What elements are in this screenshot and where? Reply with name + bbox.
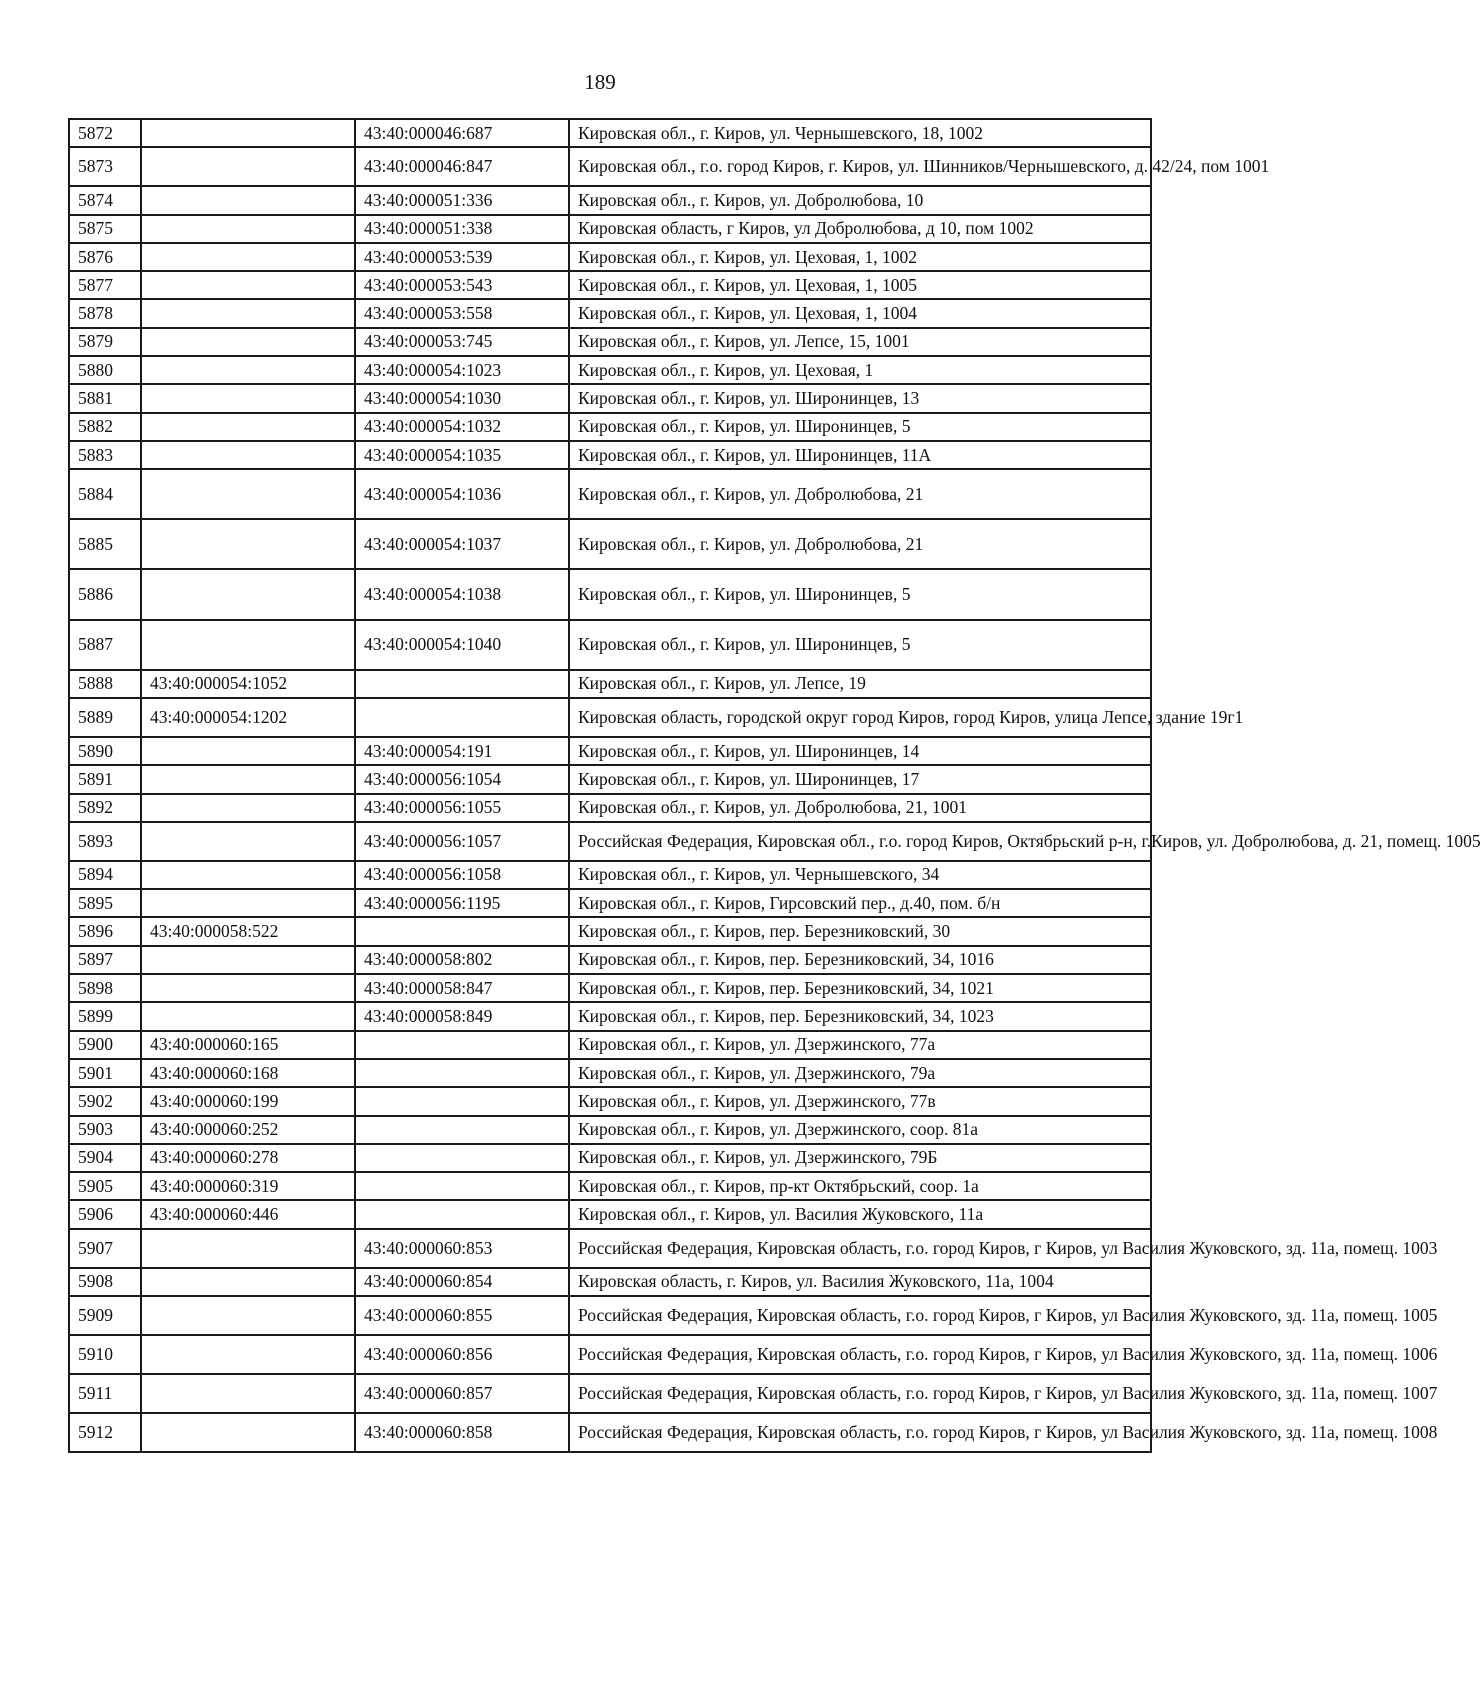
row-number-cell: 5908 — [69, 1268, 141, 1296]
address-cell: Российская Федерация, Кировская обл., г.о. город Киров, Октябрьский р-н, г.Киров, ул. Добролюбова, д. 21, помещ. 1005 — [569, 822, 1151, 861]
address-cell: Кировская обл., г. Киров, ул. Широнинцев, 5 — [569, 620, 1151, 670]
object-cadastral-number-cell — [355, 1087, 569, 1115]
land-cadastral-number-cell — [141, 186, 355, 214]
row-number-cell: 5891 — [69, 765, 141, 793]
object-cadastral-number-cell: 43:40:000053:543 — [355, 271, 569, 299]
address-cell: Кировская обл., г. Киров, ул. Дзержинского, 79Б — [569, 1144, 1151, 1172]
object-cadastral-number-cell — [355, 1059, 569, 1087]
address-cell: Кировская обл., г. Киров, ул. Чернышевского, 34 — [569, 861, 1151, 889]
land-cadastral-number-cell — [141, 243, 355, 271]
table-row — [69, 1413, 1151, 1452]
table-row — [69, 186, 1151, 214]
address-cell: Кировская обл., г. Киров, ул. Широнинцев, 17 — [569, 765, 1151, 793]
object-cadastral-number-cell: 43:40:000046:687 — [355, 119, 569, 147]
address-cell: Кировская обл., г. Киров, пер. Березниковский, 30 — [569, 917, 1151, 945]
address-cell: Кировская обл., г. Киров, ул. Дзержинского, 77в — [569, 1087, 1151, 1115]
object-cadastral-number-cell: 43:40:000060:856 — [355, 1335, 569, 1374]
address-cell: Российская Федерация, Кировская область, г.о. город Киров, г Киров, ул Василия Жуковского, зд. 11а, помещ. 1006 — [569, 1335, 1151, 1374]
land-cadastral-number-cell — [141, 413, 355, 441]
table-row — [69, 1116, 1151, 1144]
object-cadastral-number-cell: 43:40:000060:857 — [355, 1374, 569, 1413]
address-cell: Кировская обл., г. Киров, ул. Чернышевского, 18, 1002 — [569, 119, 1151, 147]
table-row — [69, 946, 1151, 974]
row-number-cell: 5877 — [69, 271, 141, 299]
row-number-cell: 5892 — [69, 794, 141, 822]
table-row — [69, 569, 1151, 619]
object-cadastral-number-cell — [355, 1200, 569, 1228]
row-number-cell: 5883 — [69, 441, 141, 469]
object-cadastral-number-cell: 43:40:000053:745 — [355, 328, 569, 356]
address-cell: Кировская обл., г. Киров, ул. Цеховая, 1, 1004 — [569, 299, 1151, 327]
land-cadastral-number-cell — [141, 1413, 355, 1452]
row-number-cell: 5911 — [69, 1374, 141, 1413]
object-cadastral-number-cell: 43:40:000054:1023 — [355, 356, 569, 384]
table-row — [69, 1002, 1151, 1030]
object-cadastral-number-cell: 43:40:000054:1037 — [355, 519, 569, 569]
land-cadastral-number-cell — [141, 737, 355, 765]
land-cadastral-number-cell — [141, 765, 355, 793]
land-cadastral-number-cell: 43:40:000058:522 — [141, 917, 355, 945]
land-cadastral-number-cell — [141, 271, 355, 299]
row-number-cell: 5901 — [69, 1059, 141, 1087]
table-row — [69, 299, 1151, 327]
object-cadastral-number-cell: 43:40:000054:1035 — [355, 441, 569, 469]
table-row — [69, 1229, 1151, 1268]
address-cell: Кировская обл., г. Киров, Гирсовский пер., д.40, пом. б/н — [569, 889, 1151, 917]
object-cadastral-number-cell: 43:40:000056:1058 — [355, 861, 569, 889]
table-row — [69, 917, 1151, 945]
object-cadastral-number-cell: 43:40:000056:1057 — [355, 822, 569, 861]
land-cadastral-number-cell: 43:40:000060:199 — [141, 1087, 355, 1115]
table-row — [69, 271, 1151, 299]
object-cadastral-number-cell: 43:40:000053:558 — [355, 299, 569, 327]
land-cadastral-number-cell — [141, 822, 355, 861]
address-cell: Кировская обл., г. Киров, ул. Дзержинского, 79а — [569, 1059, 1151, 1087]
row-number-cell: 5879 — [69, 328, 141, 356]
table-row — [69, 1296, 1151, 1335]
land-cadastral-number-cell: 43:40:000054:1052 — [141, 670, 355, 698]
address-cell: Кировская область, г Киров, ул Добролюбова, д 10, пом 1002 — [569, 215, 1151, 243]
table-row — [69, 974, 1151, 1002]
row-number-cell: 5890 — [69, 737, 141, 765]
land-cadastral-number-cell: 43:40:000060:252 — [141, 1116, 355, 1144]
row-number-cell: 5878 — [69, 299, 141, 327]
land-cadastral-number-cell — [141, 1335, 355, 1374]
table-row — [69, 1374, 1151, 1413]
address-cell: Кировская обл., г. Киров, ул. Широнинцев, 5 — [569, 413, 1151, 441]
address-cell: Кировская обл., г. Киров, ул. Дзержинского, соор. 81а — [569, 1116, 1151, 1144]
land-cadastral-number-cell — [141, 1296, 355, 1335]
row-number-cell: 5905 — [69, 1172, 141, 1200]
address-cell: Кировская обл., г. Киров, ул. Лепсе, 15, 1001 — [569, 328, 1151, 356]
address-cell: Кировская обл., г. Киров, ул. Широнинцев, 13 — [569, 384, 1151, 412]
address-cell: Кировская обл., г. Киров, ул. Цеховая, 1 — [569, 356, 1151, 384]
land-cadastral-number-cell — [141, 620, 355, 670]
land-cadastral-number-cell — [141, 1229, 355, 1268]
table-row — [69, 698, 1151, 737]
object-cadastral-number-cell: 43:40:000058:847 — [355, 974, 569, 1002]
row-number-cell: 5874 — [69, 186, 141, 214]
table-row — [69, 384, 1151, 412]
object-cadastral-number-cell — [355, 1116, 569, 1144]
address-cell: Кировская обл., г. Киров, пер. Березниковский, 34, 1023 — [569, 1002, 1151, 1030]
table-row — [69, 519, 1151, 569]
object-cadastral-number-cell: 43:40:000060:854 — [355, 1268, 569, 1296]
land-cadastral-number-cell — [141, 299, 355, 327]
row-number-cell: 5903 — [69, 1116, 141, 1144]
row-number-cell: 5899 — [69, 1002, 141, 1030]
register-table-body — [69, 119, 1481, 1452]
table-row — [69, 328, 1151, 356]
table-row — [69, 119, 1151, 147]
land-cadastral-number-cell — [141, 215, 355, 243]
table-row — [69, 822, 1151, 861]
land-cadastral-number-cell — [141, 119, 355, 147]
object-cadastral-number-cell: 43:40:000060:858 — [355, 1413, 569, 1452]
object-cadastral-number-cell — [355, 917, 569, 945]
row-number-cell: 5886 — [69, 569, 141, 619]
land-cadastral-number-cell — [141, 1374, 355, 1413]
land-cadastral-number-cell — [141, 794, 355, 822]
address-cell: Кировская обл., г. Киров, ул. Цеховая, 1, 1002 — [569, 243, 1151, 271]
row-number-cell: 5912 — [69, 1413, 141, 1452]
table-row — [69, 670, 1151, 698]
address-cell: Кировская обл., г. Киров, ул. Василия Жуковского, 11а — [569, 1200, 1151, 1228]
address-cell: Кировская обл., г. Киров, ул. Цеховая, 1, 1005 — [569, 271, 1151, 299]
object-cadastral-number-cell: 43:40:000054:1036 — [355, 469, 569, 519]
table-row — [69, 147, 1151, 186]
table-row — [69, 1059, 1151, 1087]
table-row — [69, 356, 1151, 384]
object-cadastral-number-cell: 43:40:000054:1030 — [355, 384, 569, 412]
land-cadastral-number-cell: 43:40:000060:278 — [141, 1144, 355, 1172]
table-row — [69, 1144, 1151, 1172]
object-cadastral-number-cell: 43:40:000051:336 — [355, 186, 569, 214]
row-number-cell: 5906 — [69, 1200, 141, 1228]
object-cadastral-number-cell: 43:40:000056:1055 — [355, 794, 569, 822]
address-cell: Кировская обл., г. Киров, ул. Дзержинского, 77а — [569, 1031, 1151, 1059]
object-cadastral-number-cell: 43:40:000056:1195 — [355, 889, 569, 917]
land-cadastral-number-cell — [141, 519, 355, 569]
land-cadastral-number-cell — [141, 889, 355, 917]
land-cadastral-number-cell — [141, 469, 355, 519]
row-number-cell: 5889 — [69, 698, 141, 737]
land-cadastral-number-cell — [141, 328, 355, 356]
land-cadastral-number-cell — [141, 569, 355, 619]
address-cell: Кировская обл., г. Киров, ул. Широнинцев, 14 — [569, 737, 1151, 765]
table-row — [69, 243, 1151, 271]
land-cadastral-number-cell: 43:40:000060:446 — [141, 1200, 355, 1228]
object-cadastral-number-cell: 43:40:000056:1054 — [355, 765, 569, 793]
object-cadastral-number-cell: 43:40:000051:338 — [355, 215, 569, 243]
land-cadastral-number-cell: 43:40:000060:168 — [141, 1059, 355, 1087]
row-number-cell: 5884 — [69, 469, 141, 519]
row-number-cell: 5900 — [69, 1031, 141, 1059]
row-number-cell: 5897 — [69, 946, 141, 974]
address-cell: Кировская обл., г. Киров, ул. Добролюбова, 21 — [569, 519, 1151, 569]
row-number-cell: 5894 — [69, 861, 141, 889]
object-cadastral-number-cell — [355, 1172, 569, 1200]
object-cadastral-number-cell: 43:40:000060:855 — [355, 1296, 569, 1335]
row-number-cell: 5902 — [69, 1087, 141, 1115]
table-row — [69, 1335, 1151, 1374]
object-cadastral-number-cell — [355, 1031, 569, 1059]
address-cell: Кировская обл., г. Киров, ул. Добролюбова, 10 — [569, 186, 1151, 214]
table-row — [69, 889, 1151, 917]
row-number-cell: 5887 — [69, 620, 141, 670]
object-cadastral-number-cell: 43:40:000060:853 — [355, 1229, 569, 1268]
land-cadastral-number-cell — [141, 441, 355, 469]
row-number-cell: 5872 — [69, 119, 141, 147]
row-number-cell: 5896 — [69, 917, 141, 945]
object-cadastral-number-cell: 43:40:000054:1038 — [355, 569, 569, 619]
table-row — [69, 1268, 1151, 1296]
table-row — [69, 737, 1151, 765]
table-row — [69, 620, 1151, 670]
land-cadastral-number-cell — [141, 147, 355, 186]
address-cell: Кировская обл., г. Киров, ул. Добролюбова, 21 — [569, 469, 1151, 519]
address-cell: Кировская обл., г. Киров, ул. Добролюбова, 21, 1001 — [569, 794, 1151, 822]
row-number-cell: 5873 — [69, 147, 141, 186]
table-row — [69, 413, 1151, 441]
object-cadastral-number-cell: 43:40:000054:1032 — [355, 413, 569, 441]
address-cell: Российская Федерация, Кировская область, г.о. город Киров, г Киров, ул Василия Жуковского, зд. 11а, помещ. 1008 — [569, 1413, 1151, 1452]
row-number-cell: 5910 — [69, 1335, 141, 1374]
object-cadastral-number-cell: 43:40:000046:847 — [355, 147, 569, 186]
land-cadastral-number-cell — [141, 946, 355, 974]
row-number-cell: 5895 — [69, 889, 141, 917]
row-number-cell: 5881 — [69, 384, 141, 412]
row-number-cell: 5882 — [69, 413, 141, 441]
table-row — [69, 469, 1151, 519]
land-cadastral-number-cell — [141, 356, 355, 384]
page-number: 189 — [584, 70, 616, 94]
row-number-cell: 5875 — [69, 215, 141, 243]
address-cell: Российская Федерация, Кировская область, г.о. город Киров, г Киров, ул Василия Жуковского, зд. 11а, помещ. 1007 — [569, 1374, 1151, 1413]
table-row — [69, 441, 1151, 469]
address-cell: Кировская область, городской округ город Киров, город Киров, улица Лепсе, здание 19г1 — [569, 698, 1151, 737]
table-row — [69, 1087, 1151, 1115]
table-row — [69, 1172, 1151, 1200]
row-number-cell: 5898 — [69, 974, 141, 1002]
land-cadastral-number-cell — [141, 974, 355, 1002]
table-row — [69, 1031, 1151, 1059]
object-cadastral-number-cell: 43:40:000058:802 — [355, 946, 569, 974]
row-number-cell: 5888 — [69, 670, 141, 698]
object-cadastral-number-cell: 43:40:000053:539 — [355, 243, 569, 271]
address-cell: Кировская обл., г. Киров, пр-кт Октябрьский, соор. 1а — [569, 1172, 1151, 1200]
object-cadastral-number-cell — [355, 698, 569, 737]
table-row — [69, 1200, 1151, 1228]
land-cadastral-number-cell — [141, 1268, 355, 1296]
row-number-cell: 5909 — [69, 1296, 141, 1335]
row-number-cell: 5907 — [69, 1229, 141, 1268]
address-cell: Кировская обл., г. Киров, ул. Лепсе, 19 — [569, 670, 1151, 698]
object-cadastral-number-cell: 43:40:000058:849 — [355, 1002, 569, 1030]
land-cadastral-number-cell: 43:40:000054:1202 — [141, 698, 355, 737]
address-cell: Кировская область, г. Киров, ул. Василия Жуковского, 11а, 1004 — [569, 1268, 1151, 1296]
address-cell: Кировская обл., г.о. город Киров, г. Киров, ул. Шинников/Чернышевского, д. 42/24, пом 1001 — [569, 147, 1151, 186]
land-cadastral-number-cell — [141, 1002, 355, 1030]
land-cadastral-number-cell — [141, 384, 355, 412]
table-row — [69, 215, 1151, 243]
table-row — [69, 861, 1151, 889]
table-row — [69, 794, 1151, 822]
land-cadastral-number-cell: 43:40:000060:165 — [141, 1031, 355, 1059]
object-cadastral-number-cell — [355, 1144, 569, 1172]
address-cell: Российская Федерация, Кировская область, г.о. город Киров, г Киров, ул Василия Жуковского, зд. 11а, помещ. 1005 — [569, 1296, 1151, 1335]
row-number-cell: 5876 — [69, 243, 141, 271]
row-number-cell: 5904 — [69, 1144, 141, 1172]
address-cell: Кировская обл., г. Киров, пер. Березниковский, 34, 1021 — [569, 974, 1151, 1002]
row-number-cell: 5893 — [69, 822, 141, 861]
address-cell: Кировская обл., г. Киров, пер. Березниковский, 34, 1016 — [569, 946, 1151, 974]
object-cadastral-number-cell — [355, 670, 569, 698]
register-table — [68, 118, 1481, 1453]
row-number-cell: 5885 — [69, 519, 141, 569]
row-number-cell: 5880 — [69, 356, 141, 384]
object-cadastral-number-cell: 43:40:000054:191 — [355, 737, 569, 765]
land-cadastral-number-cell: 43:40:000060:319 — [141, 1172, 355, 1200]
land-cadastral-number-cell — [141, 861, 355, 889]
address-cell: Российская Федерация, Кировская область, г.о. город Киров, г Киров, ул Василия Жуковского, зд. 11а, помещ. 1003 — [569, 1229, 1151, 1268]
object-cadastral-number-cell: 43:40:000054:1040 — [355, 620, 569, 670]
address-cell: Кировская обл., г. Киров, ул. Широнинцев, 11А — [569, 441, 1151, 469]
table-row — [69, 765, 1151, 793]
address-cell: Кировская обл., г. Киров, ул. Широнинцев, 5 — [569, 569, 1151, 619]
